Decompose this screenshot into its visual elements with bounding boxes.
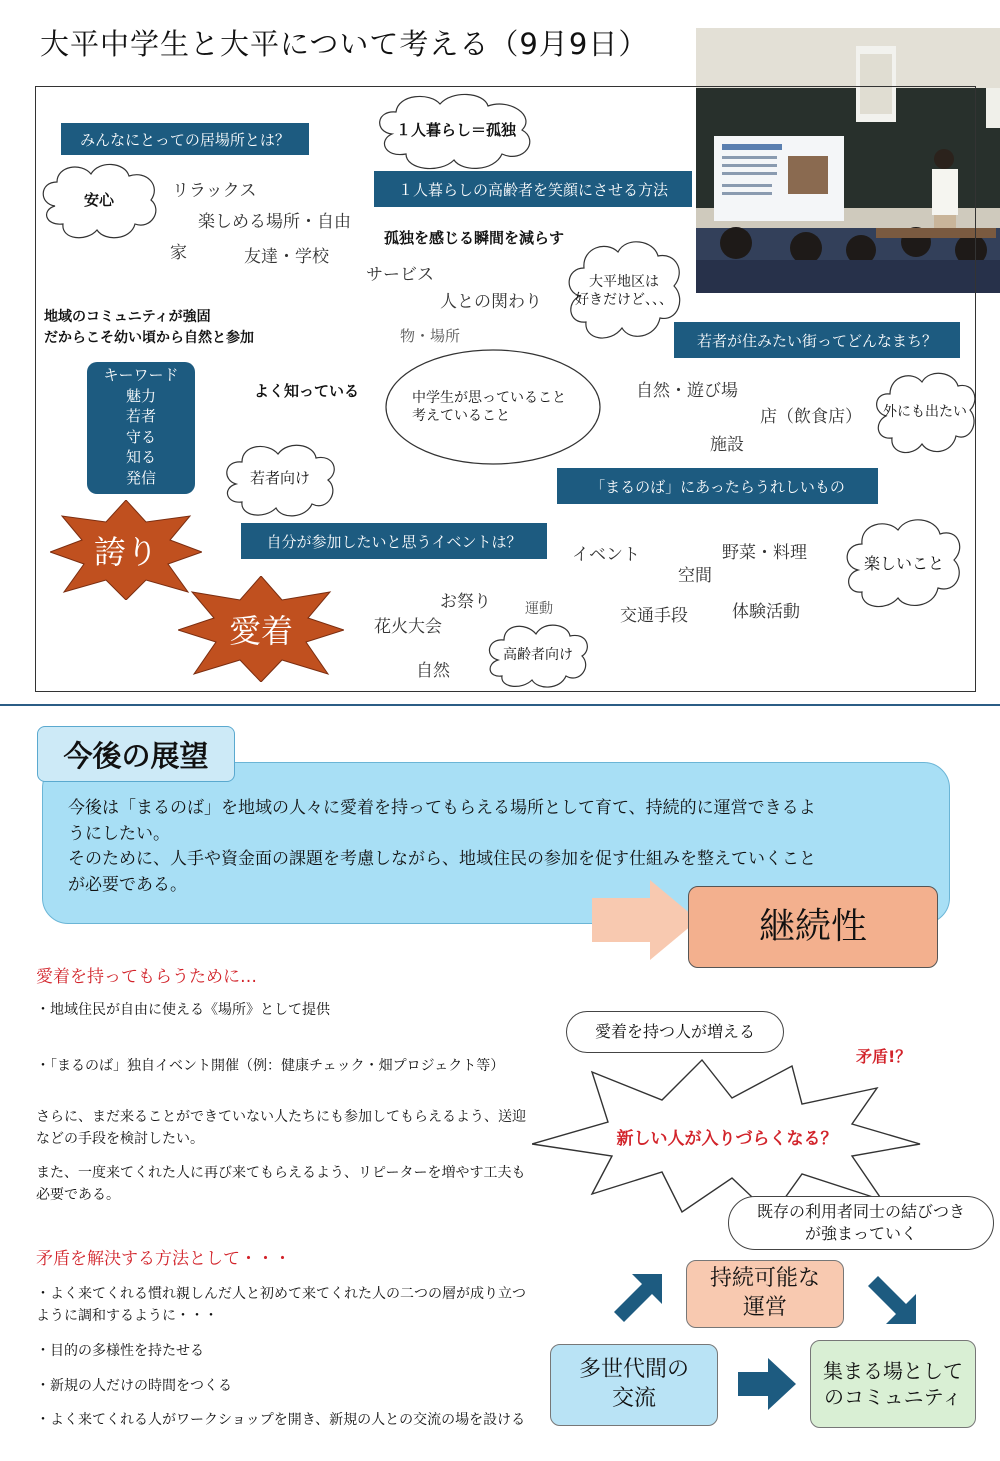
item-shinki: ・新規の人だけの時間をつくる bbox=[36, 1378, 232, 1394]
item-tayosei: ・目的の多様性を持たせる bbox=[36, 1343, 204, 1359]
word-community-line2: だからこそ幼い頃から自然と参加 bbox=[44, 330, 254, 346]
label-youth-town: 若者が住みたい街ってどんなまち？ bbox=[674, 322, 960, 358]
outlook-line: そのために、人手や資金面の課題を考慮しながら、地域住民の参加を促す仕組みを整えていくこと bbox=[68, 849, 816, 869]
cloud-kodoku-text: １人暮らし＝孤独 bbox=[395, 121, 516, 140]
arrow-right-icon bbox=[592, 880, 702, 960]
keyword-item: 知る bbox=[125, 448, 156, 466]
word-hanabi: 花火大会 bbox=[374, 617, 442, 637]
arrow-down-right-icon bbox=[866, 1272, 920, 1326]
word-shisetsu: 施設 bbox=[710, 435, 744, 455]
word-service: サービス bbox=[366, 265, 434, 285]
item-event: ・「まるのば」独自イベント開催（例：健康チェック・畑プロジェクト等） bbox=[36, 1058, 505, 1074]
word-yasai: 野菜・料理 bbox=[722, 543, 807, 563]
word-shizen-asobi: 自然・遊び場 bbox=[636, 381, 738, 401]
outlook-line: うにしたい。 bbox=[68, 823, 170, 844]
arrow-up-right-icon bbox=[610, 1272, 664, 1326]
word-shizen: 自然 bbox=[416, 661, 450, 681]
item-workshop: ・よく来てくれる人がワークショップを開き、新規の人との交流の場を設ける bbox=[36, 1412, 526, 1428]
keyword-item: 発信 bbox=[125, 468, 156, 487]
cloud-center bbox=[384, 348, 602, 466]
cloud-soto-text: 外にも出たい bbox=[883, 403, 967, 420]
cloud-tanoshii bbox=[842, 514, 966, 614]
cloud-koreisha bbox=[484, 620, 592, 690]
burst-shape bbox=[532, 1052, 922, 1220]
label-events: 自分が参加したいと思うイベントは？ bbox=[241, 523, 547, 559]
word-community-line1: 地域のコミュニティが強固 bbox=[44, 309, 211, 325]
outlook-line: が必要である。 bbox=[68, 874, 187, 895]
section-divider bbox=[0, 704, 1000, 706]
box-jizoku-line1: 持続可能な bbox=[709, 1266, 820, 1292]
word-ie: 家 bbox=[170, 243, 187, 263]
mujun-label: 矛盾!？ bbox=[856, 1047, 912, 1066]
cloud-taihei-line2: 好きだけど、、、 bbox=[575, 292, 673, 308]
word-kodoku-herasu: 孤独を感じる瞬間を減らす bbox=[384, 229, 565, 247]
pill-kizon bbox=[728, 1196, 994, 1250]
box-tasedai-line1: 多世代間の bbox=[578, 1357, 689, 1383]
word-tanoshimeru: 楽しめる場所・自由 bbox=[198, 212, 351, 232]
cloud-center-line2: 考えていること bbox=[412, 408, 510, 424]
outlook-heading: 今後の展望 bbox=[37, 726, 235, 782]
burst-text: 新しい人が入りづらくなる？ bbox=[616, 1128, 838, 1149]
star-aichaku bbox=[178, 576, 344, 682]
word-undo: 運動 bbox=[525, 601, 553, 617]
word-mise: 店（飲食店） bbox=[760, 407, 862, 427]
item-chowa: ・よく来てくれる慣れ親しんだ人と初めて来てくれた人の二つの層が成り立つように調和するように・・・ bbox=[36, 1286, 526, 1324]
word-tomodachi: 友達・学校 bbox=[244, 247, 329, 267]
outlook-text bbox=[68, 796, 928, 898]
box-tasedai bbox=[550, 1344, 718, 1426]
cloud-wakamono-text: 若者向け bbox=[249, 469, 310, 488]
word-relax: リラックス bbox=[172, 181, 257, 201]
keyword-item: 若者 bbox=[125, 407, 156, 425]
keyword-item: 守る bbox=[125, 427, 156, 446]
word-kotsu: 交通手段 bbox=[620, 606, 688, 626]
label-marunoba-wants: 「まるのば」にあったらうれしいもの bbox=[557, 468, 878, 504]
star-hokori-text: 誇り bbox=[93, 533, 158, 571]
pill-kizon-line1: 既存の利用者同士の結びつき bbox=[756, 1201, 965, 1221]
continuity-box: 継続性 bbox=[688, 886, 938, 968]
word-community bbox=[44, 307, 254, 349]
heading-aichaku: 愛着を持ってもらうために… bbox=[36, 967, 257, 987]
item-basho: ・地域住民が自由に使える《場所》として提供 bbox=[36, 1002, 330, 1018]
box-jizoku-line2: 運営 bbox=[742, 1295, 787, 1320]
outlook-line: 今後は「まるのば」を地域の人々に愛着を持ってもらえる場所として育て、持続的に運営できるよ bbox=[68, 798, 816, 818]
pill-kizon-line2: が強まっていく bbox=[804, 1224, 917, 1243]
box-jizoku bbox=[686, 1260, 844, 1328]
box-atsumaru-line2: のコミュニティ bbox=[824, 1385, 962, 1409]
box-atsumaru-line1: 集まる場として bbox=[823, 1359, 963, 1383]
label-elderly-smile: １人暮らしの高齢者を笑顔にさせる方法 bbox=[374, 171, 692, 207]
keyword-title: キーワード bbox=[103, 366, 179, 384]
star-aichaku-text: 愛着 bbox=[228, 612, 293, 650]
word-yoku: よく知っている bbox=[254, 382, 360, 400]
cloud-tanoshii-text: 楽しいこと bbox=[863, 553, 944, 573]
item-sogei: さらに、まだ来ることができていない人たちにも参加してもらえるよう、送迎などの手段を検討したい。 bbox=[36, 1109, 526, 1147]
word-mono: 物・場所 bbox=[400, 327, 461, 345]
keyword-box bbox=[87, 362, 195, 494]
cloud-kodoku bbox=[370, 88, 542, 174]
cloud-anshin-text: 安心 bbox=[83, 191, 114, 210]
pill-aichaku-fueru: 愛着を持つ人が増える bbox=[566, 1011, 784, 1053]
cloud-koreisha-text: 高齢者向け bbox=[503, 646, 573, 663]
label-ibasho: みんなにとっての居場所とは？ bbox=[61, 123, 309, 155]
word-omatsuri: お祭り bbox=[440, 592, 491, 612]
page-title: 大平中学生と大平について考える（9月9日） bbox=[40, 27, 649, 61]
cloud-taihei-line1: 大平地区は bbox=[589, 273, 659, 290]
box-atsumaru bbox=[810, 1340, 976, 1428]
arrow-right-icon bbox=[738, 1358, 796, 1410]
word-taiken: 体験活動 bbox=[732, 602, 800, 622]
cloud-center-line1: 中学生が思っていること bbox=[412, 389, 566, 406]
cloud-taihei bbox=[564, 236, 684, 346]
keyword-item: 魅力 bbox=[125, 386, 156, 405]
heading-mujun: 矛盾を解決する方法として・・・ bbox=[36, 1249, 291, 1269]
box-tasedai-line2: 交流 bbox=[611, 1386, 656, 1411]
word-kukan: 空間 bbox=[678, 566, 712, 586]
word-hito: 人との関わり bbox=[440, 292, 542, 312]
cloud-anshin bbox=[35, 158, 163, 244]
cloud-soto bbox=[872, 366, 978, 458]
word-event: イベント bbox=[572, 545, 640, 565]
item-repeater: また、一度来てくれた人に再び来てもらえるよう、リピーターを増やす工夫も必要である。 bbox=[36, 1165, 526, 1203]
cloud-wakamono bbox=[220, 438, 340, 520]
